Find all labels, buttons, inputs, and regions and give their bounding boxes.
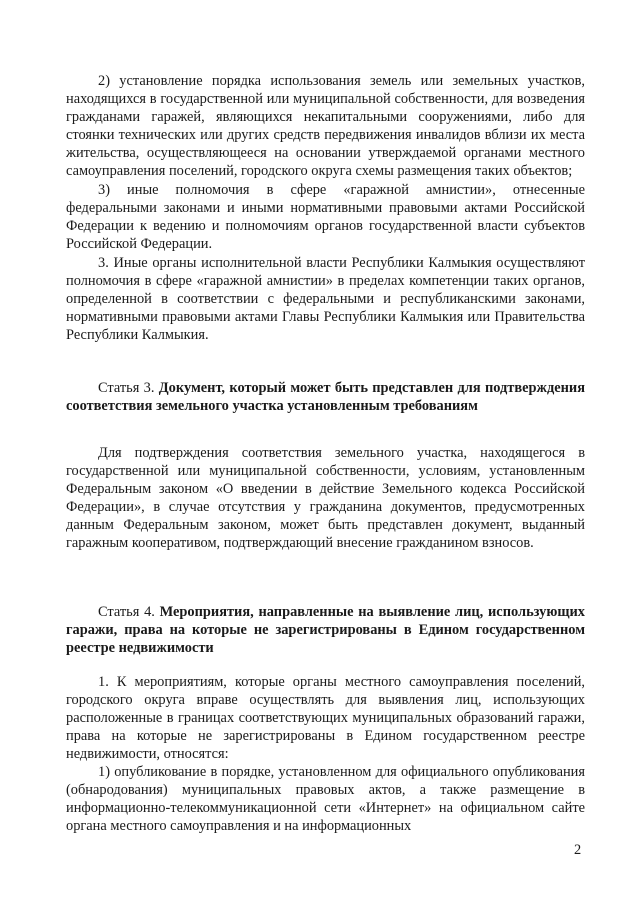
article-4-heading <box>66 603 585 657</box>
article-3-title: Документ, который может быть представлен для подтверждения соответствия земельного участка установленным требованиям <box>66 380 585 415</box>
paragraph-art2-part3: 3. Иные органы исполнительной власти Республики Калмыкия осуществляют полномочия в сфере «гаражной амнистии» в пределах компетенции таких органов, определенной в соответствии с федеральными и республиканскими законами, нормативными правовыми актами Главы Республики Калмыкия или Правительства Республики Калмыкия. <box>66 255 585 344</box>
article-3-heading <box>66 379 585 415</box>
paragraph-art3-body: Для подтверждения соответствия земельного участка, находящегося в государственной или муниципальной собственности, условиям, установленным Федеральным законом «О введении в действие Земельного кодекса Российской Федерации», в случае отсутствия у гражданина документов, предусмотренных данным Федеральным законом, может быть представлен документ, выданный гаражным кооперативом, подтверждающий внесение гражданином взносов. <box>66 445 585 552</box>
paragraph-art4-item1: 1) опубликование в порядке, установленном для официального опубликования (обнародования) муниципальных правовых актов, а также размещение в информационно-телекоммуникационной сети «Интернет» на официальном сайте органа местного самоуправления и на информационных <box>66 764 585 835</box>
paragraph-art2-item3: 3) иные полномочия в сфере «гаражной амнистии», отнесенные федеральными законами и иными нормативными правовыми актами Российской Федерации к ведению и полномочиям органов государственной власти субъектов Российской Федерации. <box>66 182 585 253</box>
paragraph-art2-item2: 2) установление порядка использования земель или земельных участков, находящихся в государственной или муниципальной собственности, для возведения гражданами гаражей, являющихся некапитальными сооружениями, либо для стоянки технических или других средств передвижения инвалидов вблизи их места жительства, осуществляющееся на основании утверждаемой органами местного самоуправления поселений, городского округа схемы размещения таких объектов; <box>66 73 585 180</box>
paragraph-art4-part1: 1. К мероприятиям, которые органы местного самоуправления поселений, городского округа вправе осуществлять для выявления лиц, использующих расположенные в границах соответствующих муниципальных образований гаражи, права на которые не зарегистрированы в Едином государственном реестре недвижимости, относятся: <box>66 674 585 763</box>
article-3-prefix: Статья 3. <box>98 380 159 396</box>
article-4-prefix: Статья 4. <box>98 604 160 620</box>
article-4-title: Мероприятия, направленные на выявление лиц, использующих гаражи, права на которые не зарегистрированы в Едином государственном реестре недвижимости <box>66 604 585 657</box>
page-number: 2 <box>574 842 582 858</box>
